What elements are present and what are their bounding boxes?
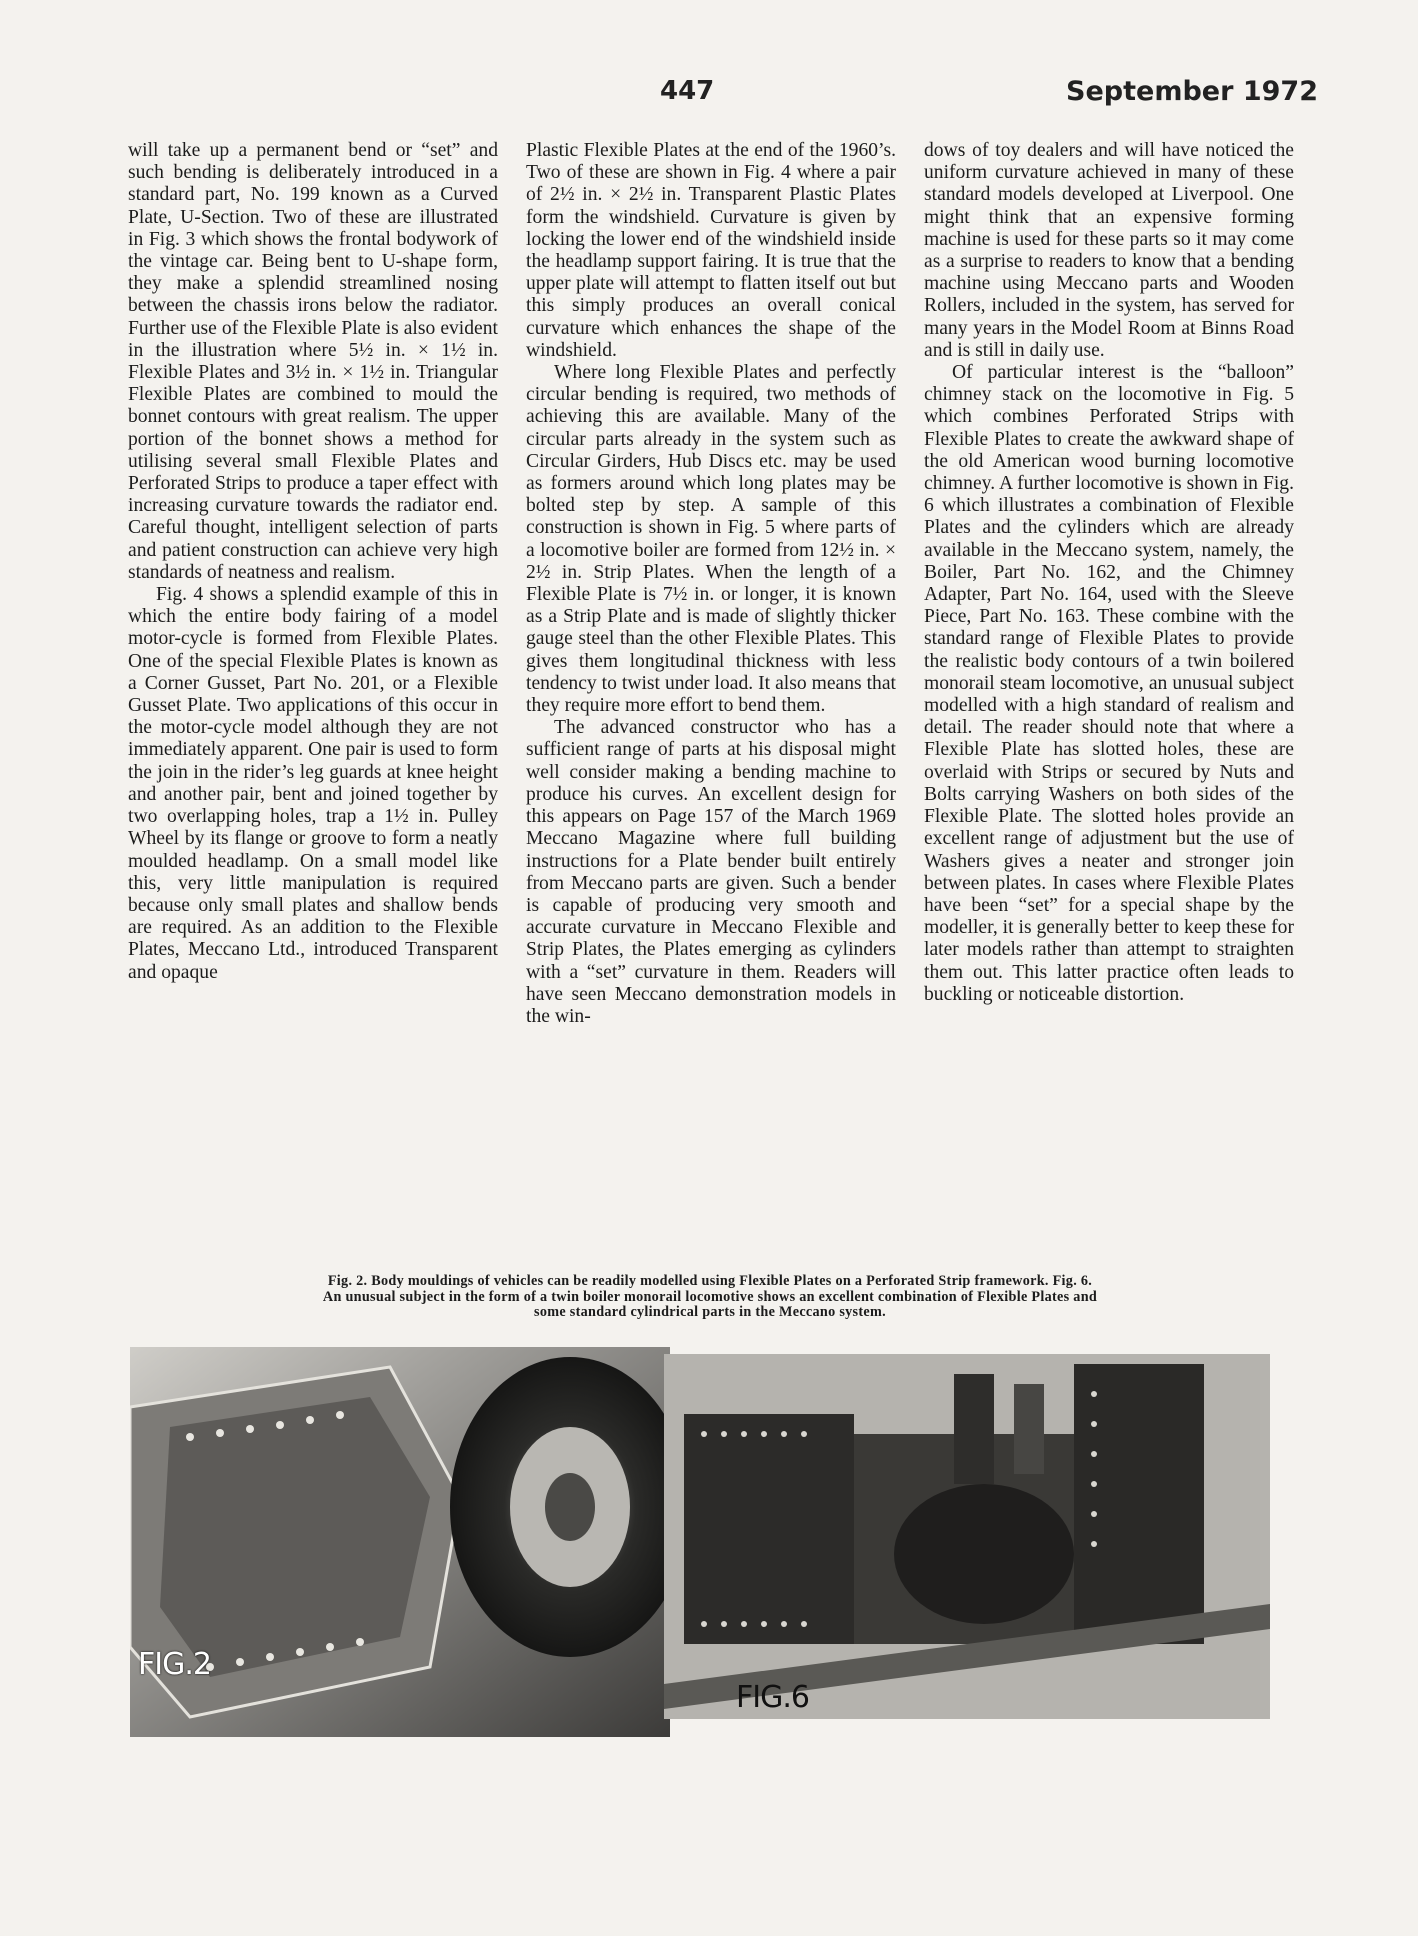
paragraph: Where long Flexible Plates and perfectly circular bending is required, two methods of achieving this are available. Many of the circular parts already in the system such as Circular Girders, Hub Discs etc. may be used as formers around which long plates may be bolted step by step. A sample of this construction is shown in Fig. 5 where parts of a locomotive boiler are formed from 12½ in. × 2½ in. Strip Plates. When the length of a Flexible Plate is 7½ in. or longer, it is known as a Strip Plate and is made of slightly thicker gauge steel than the other Flexible Plates. This gives them longitudinal thickness with less tendency to twist under load. It also means that they require more effort to bend them.: [526, 362, 896, 717]
paragraph: dows of toy dealers and will have noticed the uniform curvature achieved in many of these standard models developed at Liverpool. One might think that an expensive forming machine is used for these parts so it may come as a surprise to readers to know that a bending machine using Meccano parts and Wooden Rollers, included in the system, has served for many years in the Model Room at Binns Road and is still in daily use.: [924, 140, 1294, 361]
page-header: [0, 72, 1418, 112]
paragraph: will take up a permanent bend or “set” and such bending is deliberately introduced in a standard part, No. 199 known as a Curved Plate, U-Section. Two of these are illustrated in Fig. 3 which shows the frontal bodywork of the vintage car. Being bent to U-shape form, they make a splendid streamlined nosing between the chassis irons below the radiator. Further use of the Flexible Plate is also evident in the illustration where 5½ in. × 1½ in. Flexible Plates and 3½ in. × 1½ in. Triangular Flexible Plates are combined to mould the bonnet contours with great realism. The upper portion of the bonnet shows a method for utilising several small Flexible Plates and Perforated Strips to produce a taper effect with increasing curvature towards the radiator end. Careful thought, intelligent selection of parts and patient construction can achieve very high standards of neatness and realism.: [128, 140, 498, 583]
monorail-locomotive-illustration: [664, 1354, 1270, 1719]
page-number: 447: [660, 76, 715, 106]
paragraph: Of particular interest is the “balloon” chimney stack on the locomotive in Fig. 5 which combines Perforated Strips with Flexible Plates to create the awkward shape of the old American wood burning locomotive chimney. A further locomotive is shown in Fig. 6 which illustrates a combination of Flexible Plates and the cylinders which are already available in the Meccano system, namely, the Boiler, Part No. 162, and the Chimney Adapter, Part No. 164, used with the Sleeve Piece, Part No. 163. These combine with the standard range of Flexible Plates to provide the realistic body contours of a twin boilered monorail steam locomotive, an unusual subject modelled with a high standard of realism and detail. The reader should note that where a Flexible Plate has slotted holes, these are overlaid with Strips or secured by Nuts and Bolts carrying Washers on both sides of the Flexible Plate. The slotted holes provide an excellent range of adjustment but the use of Washers gives a neater and stronger join between plates. In cases where Flexible Plates have been “set” for a special shape by the modeller, it is generally better to keep these for later models rather than attempt to straighten them out. This latter practice often leads to buckling or noticeable distortion.: [924, 362, 1294, 1005]
issue-date: September 1972: [1066, 76, 1318, 107]
text-column-1: [128, 140, 498, 1258]
motorcycle-bodywork-illustration: [130, 1347, 670, 1737]
fig6-photo: [664, 1354, 1270, 1719]
paragraph: Fig. 4 shows a splendid example of this in which the entire body fairing of a model motor-cycle is formed from Flexible Plates. One of the special Flexible Plates is known as a Corner Gusset, Part No. 201, or a Flexible Gusset Plate. Two applications of this occur in the motor-cycle model although they are not immediately apparent. One pair is used to form the join in the rider’s leg guards at knee height and another pair, bent and joined together by two overlapping holes, trap a 1½ in. Pulley Wheel by its flange or groove to form a neatly moulded headlamp. On a small model like this, very little manipulation is required because only small plates and shallow bends are required. As an addition to the Flexible Plates, Meccano Ltd., introduced Transparent and opaque: [128, 584, 498, 983]
paragraph: The advanced constructor who has a sufficient range of parts at his disposal might well consider making a bending machine to produce his curves. An excellent design for this appears on Page 157 of the March 1969 Meccano Magazine where full building instructions for a Plate bender built entirely from Meccano parts are given. Such a bender is capable of producing very smooth and accurate curvature in Meccano Flexible and Strip Plates, the Plates emerging as cylinders with a “set” curvature in them. Readers will have seen Meccano demonstration models in the win-: [526, 717, 896, 1027]
figure-caption: Fig. 2. Body mouldings of vehicles can be readily modelled using Flexible Plates on a Perforated Strip framework. Fig. 6. An unusual subject in the form of a twin boiler monorail locomotive shows an excellent combination of Flexible Plates and some standard cylindrical parts in the Meccano system.: [322, 1273, 1098, 1321]
text-column-3: [924, 140, 1294, 1258]
paragraph: Plastic Flexible Plates at the end of the 1960’s. Two of these are shown in Fig. 4 where a pair of 2½ in. × 2½ in. Transparent Plastic Plates form the windshield. Curvature is given by locking the lower end of the windshield inside the headlamp support fairing. It is true that the upper plate will attempt to flatten itself out but this simply produces an overall conical curvature which enhances the shape of the windshield.: [526, 140, 896, 361]
fig6-label: FIG.6: [736, 1680, 809, 1715]
fig2-label: FIG.2: [138, 1647, 211, 1682]
text-column-2: [526, 140, 896, 1258]
article-body: [128, 140, 1294, 1258]
fig2-photo: [130, 1347, 670, 1737]
